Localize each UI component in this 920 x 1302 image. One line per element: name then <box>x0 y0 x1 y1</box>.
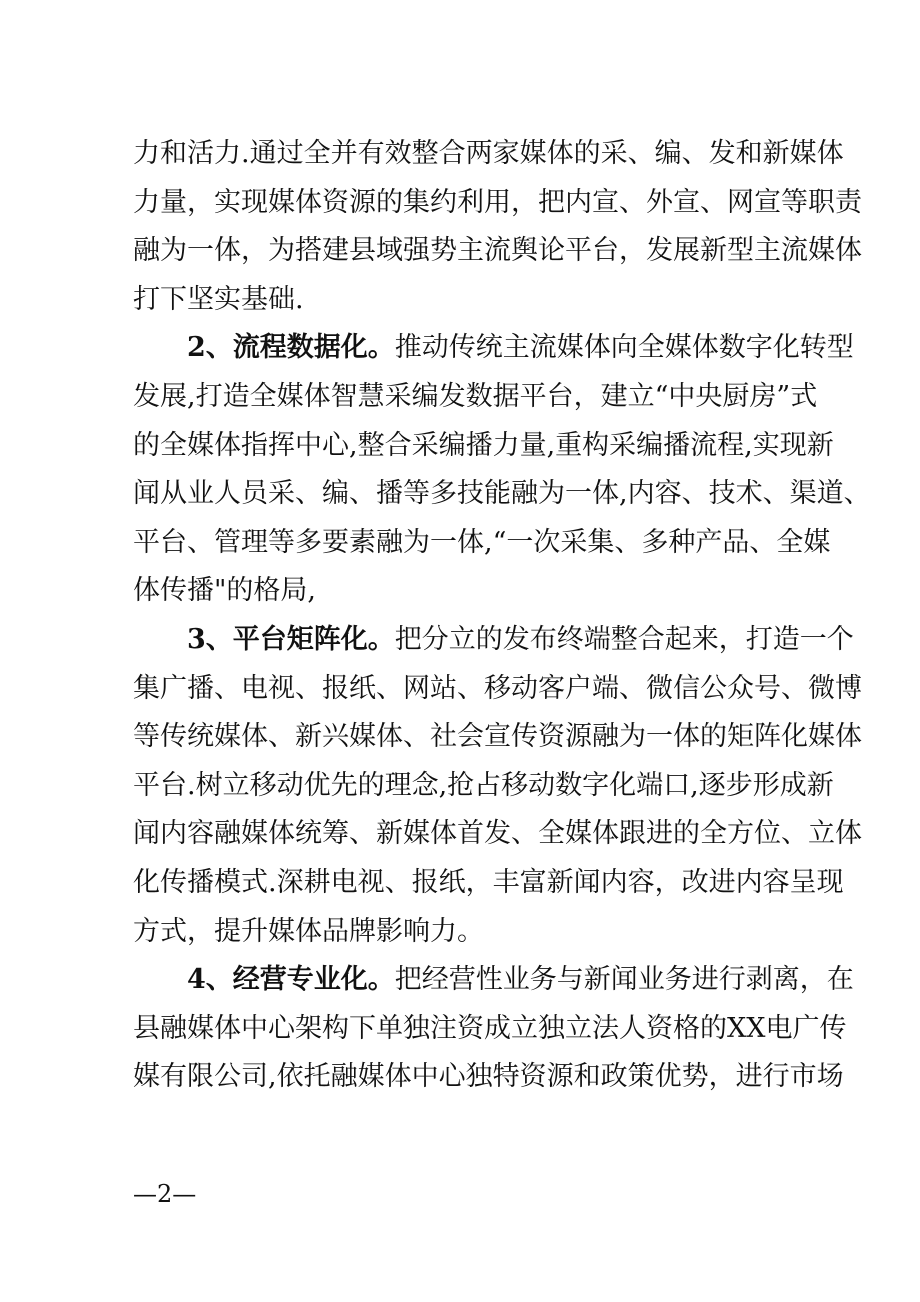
paragraph-platform-matrix <box>133 616 862 956</box>
text-line: 发展,打造全媒体智慧采编发数据平台，建立“中央厨房”式 <box>133 380 818 412</box>
text-line: 的全媒体指挥中心,整合采编播力量,重构采编播流程,实现新 <box>133 429 834 461</box>
paragraph-process-digitization <box>133 324 871 616</box>
text-line-first <box>133 616 854 665</box>
page-number: —2— <box>133 1180 197 1208</box>
document-body <box>133 130 871 1102</box>
text-line: 力和活力.通过全并有效整合两家媒体的采、编、发和新媒体 <box>133 138 844 169</box>
text-line-first <box>133 324 854 373</box>
paragraph-heading: 2、流程数据化。 <box>187 332 395 364</box>
text-line: 推动传统主流媒体向全媒体数字化转型 <box>394 332 854 364</box>
text-line: 闻从业人员采、编、播等多技能融为一体,内容、技术、渠道、 <box>133 478 871 510</box>
text-line: 打下坚实基础. <box>133 283 304 315</box>
text-line: 体传播"的格局, <box>133 575 317 607</box>
text-line: 县融媒体中心架构下单独注资成立独立法人资格的XX电广传 <box>133 1012 847 1044</box>
text-line: 平台、管理等多要素融为一体,“一次采集、多种产品、全媒 <box>133 526 831 558</box>
paragraph-continuation <box>133 130 862 324</box>
text-line: 等传统媒体、新兴媒体、社会宣传资源融为一体的矩阵化媒体 <box>133 721 862 753</box>
text-line: 力量，实现媒体资源的集约利用，把内宣、外宣、网宣等职责 <box>133 186 862 218</box>
text-line: 媒有限公司,依托融媒体中心独特资源和政策优势，进行市场 <box>133 1061 844 1093</box>
text-line: 平台.树立移动优先的理念,抢占移动数字化端口,逐步形成新 <box>133 769 834 801</box>
text-line: 闻内容融媒体统筹、新媒体首发、全媒体跟进的全方位、立体 <box>133 818 862 850</box>
text-line: 方式，提升媒体品牌影响力。 <box>133 915 484 947</box>
paragraph-business-specialization <box>133 956 854 1102</box>
text-line: 把经营性业务与新闻业务进行剥离，在 <box>394 964 854 996</box>
text-line: 化传播模式.深耕电视、报纸，丰富新闻内容，改进内容呈现 <box>133 866 844 898</box>
text-line: 融为一体，为搭建县域强势主流舆论平台，发展新型主流媒体 <box>133 235 862 267</box>
text-line-first <box>133 956 854 1005</box>
paragraph-heading: 3、平台矩阵化。 <box>187 623 395 655</box>
paragraph-heading: 4、经营专业化。 <box>187 964 395 996</box>
text-line: 把分立的发布终端整合起来，打造一个 <box>394 623 854 655</box>
text-line: 集广播、电视、报纸、网站、移动客户端、微信公众号、微博 <box>133 672 862 704</box>
